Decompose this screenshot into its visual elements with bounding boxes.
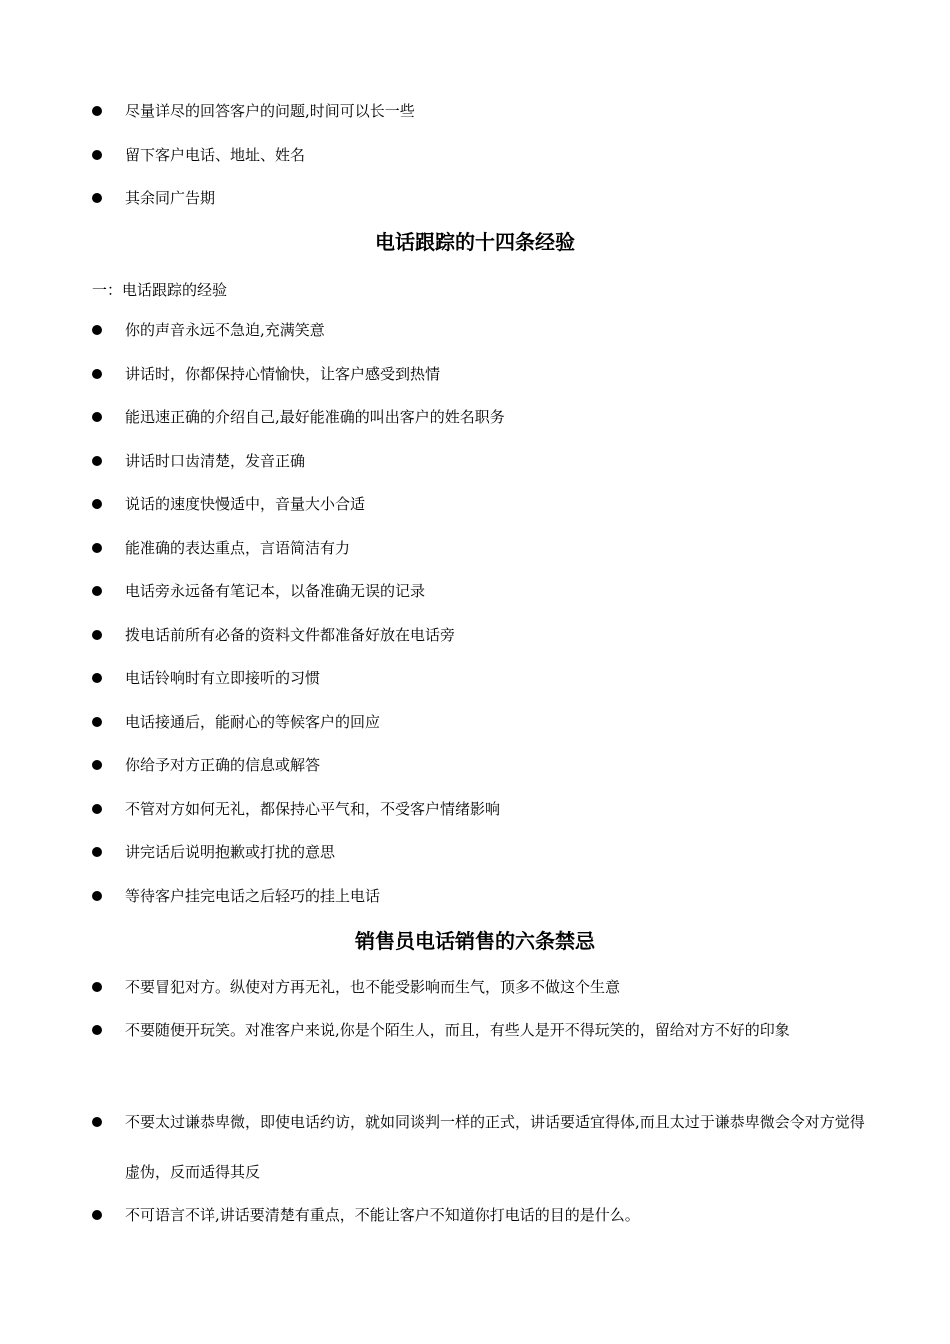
bullet-icon xyxy=(92,982,102,992)
list-item-text: 电话旁永远备有笔记本，以备准确无误的记录 xyxy=(125,582,426,600)
bullet-icon xyxy=(92,847,102,857)
section-heading: 电话跟踪的十四条经验 xyxy=(375,230,575,254)
bullet-icon xyxy=(92,1210,102,1220)
bullet-icon xyxy=(92,456,102,466)
bullet-icon xyxy=(92,673,102,683)
bullet-icon xyxy=(92,891,102,901)
bullet-icon xyxy=(92,1025,102,1035)
list-item-text: 不要太过谦恭卑微，即使电话约访，就如同谈判一样的正式，讲话要适宜得体,而且太过于谦恭卑微会令对方觉得虚伪，反而适得其反 xyxy=(125,1113,865,1181)
bullet-icon xyxy=(92,412,102,422)
list-item-text: 不要随便开玩笑。对准客户来说,你是个陌生人，而且，有些人是开不得玩笑的，留给对方不好的印象 xyxy=(125,1021,790,1039)
list-item-text: 不要冒犯对方。纵使对方再无礼，也不能受影响而生气，顶多不做这个生意 xyxy=(125,978,621,996)
list-item-text: 电话接通后，能耐心的等候客户的回应 xyxy=(125,713,381,731)
bullet-icon xyxy=(92,630,102,640)
list-item-text: 你的声音永远不急迫,充满笑意 xyxy=(125,321,325,339)
list-item-text: 电话铃响时有立即接听的习惯 xyxy=(125,669,321,687)
list-item-text: 不管对方如何无礼，都保持心平气和，不受客户情绪影响 xyxy=(125,800,501,818)
bullet-icon xyxy=(92,150,102,160)
bullet-icon xyxy=(92,499,102,509)
bullet-icon xyxy=(92,804,102,814)
bullet-icon xyxy=(92,760,102,770)
list-item-text: 讲话时口齿清楚，发音正确 xyxy=(125,452,306,470)
list-item-text: 留下客户电话、地址、姓名 xyxy=(125,146,306,164)
list-item-text: 讲话时，你都保持心情愉快，让客户感受到热情 xyxy=(125,365,441,383)
bullet-icon xyxy=(92,193,102,203)
list-item-text: 能准确的表达重点，言语简洁有力 xyxy=(125,539,351,557)
bullet-icon xyxy=(92,106,102,116)
list-item xyxy=(92,1020,872,1100)
list-item-text: 不可语言不详,讲话要清楚有重点，不能让客户不知道你打电话的目的是什么。 xyxy=(125,1206,640,1224)
list-item-text: 其余同广告期 xyxy=(125,189,216,207)
list-item-text: 你给予对方正确的信息或解答 xyxy=(125,756,321,774)
list-item-text: 讲完话后说明抱歉或打扰的意思 xyxy=(125,843,336,861)
list-item-text: 尽量详尽的回答客户的问题,时间可以长一些 xyxy=(125,102,415,120)
list-item-text: 拨电话前所有必备的资料文件都准备好放在电话旁 xyxy=(125,626,456,644)
list-item xyxy=(92,1112,872,1192)
bullet-icon xyxy=(92,369,102,379)
section-heading: 销售员电话销售的六条禁忌 xyxy=(355,929,595,953)
bullet-icon xyxy=(92,325,102,335)
bullet-icon xyxy=(92,717,102,727)
section-subheading: 一：电话跟踪的经验 xyxy=(92,281,228,299)
list-item-text: 说话的速度快慢适中，音量大小合适 xyxy=(125,495,366,513)
bullet-icon xyxy=(92,586,102,596)
list-item-text: 等待客户挂完电话之后轻巧的挂上电话 xyxy=(125,887,381,905)
bullet-icon xyxy=(92,543,102,553)
bullet-icon xyxy=(92,1117,102,1127)
list-item-text: 能迅速正确的介绍自己,最好能准确的叫出客户的姓名职务 xyxy=(125,408,505,426)
